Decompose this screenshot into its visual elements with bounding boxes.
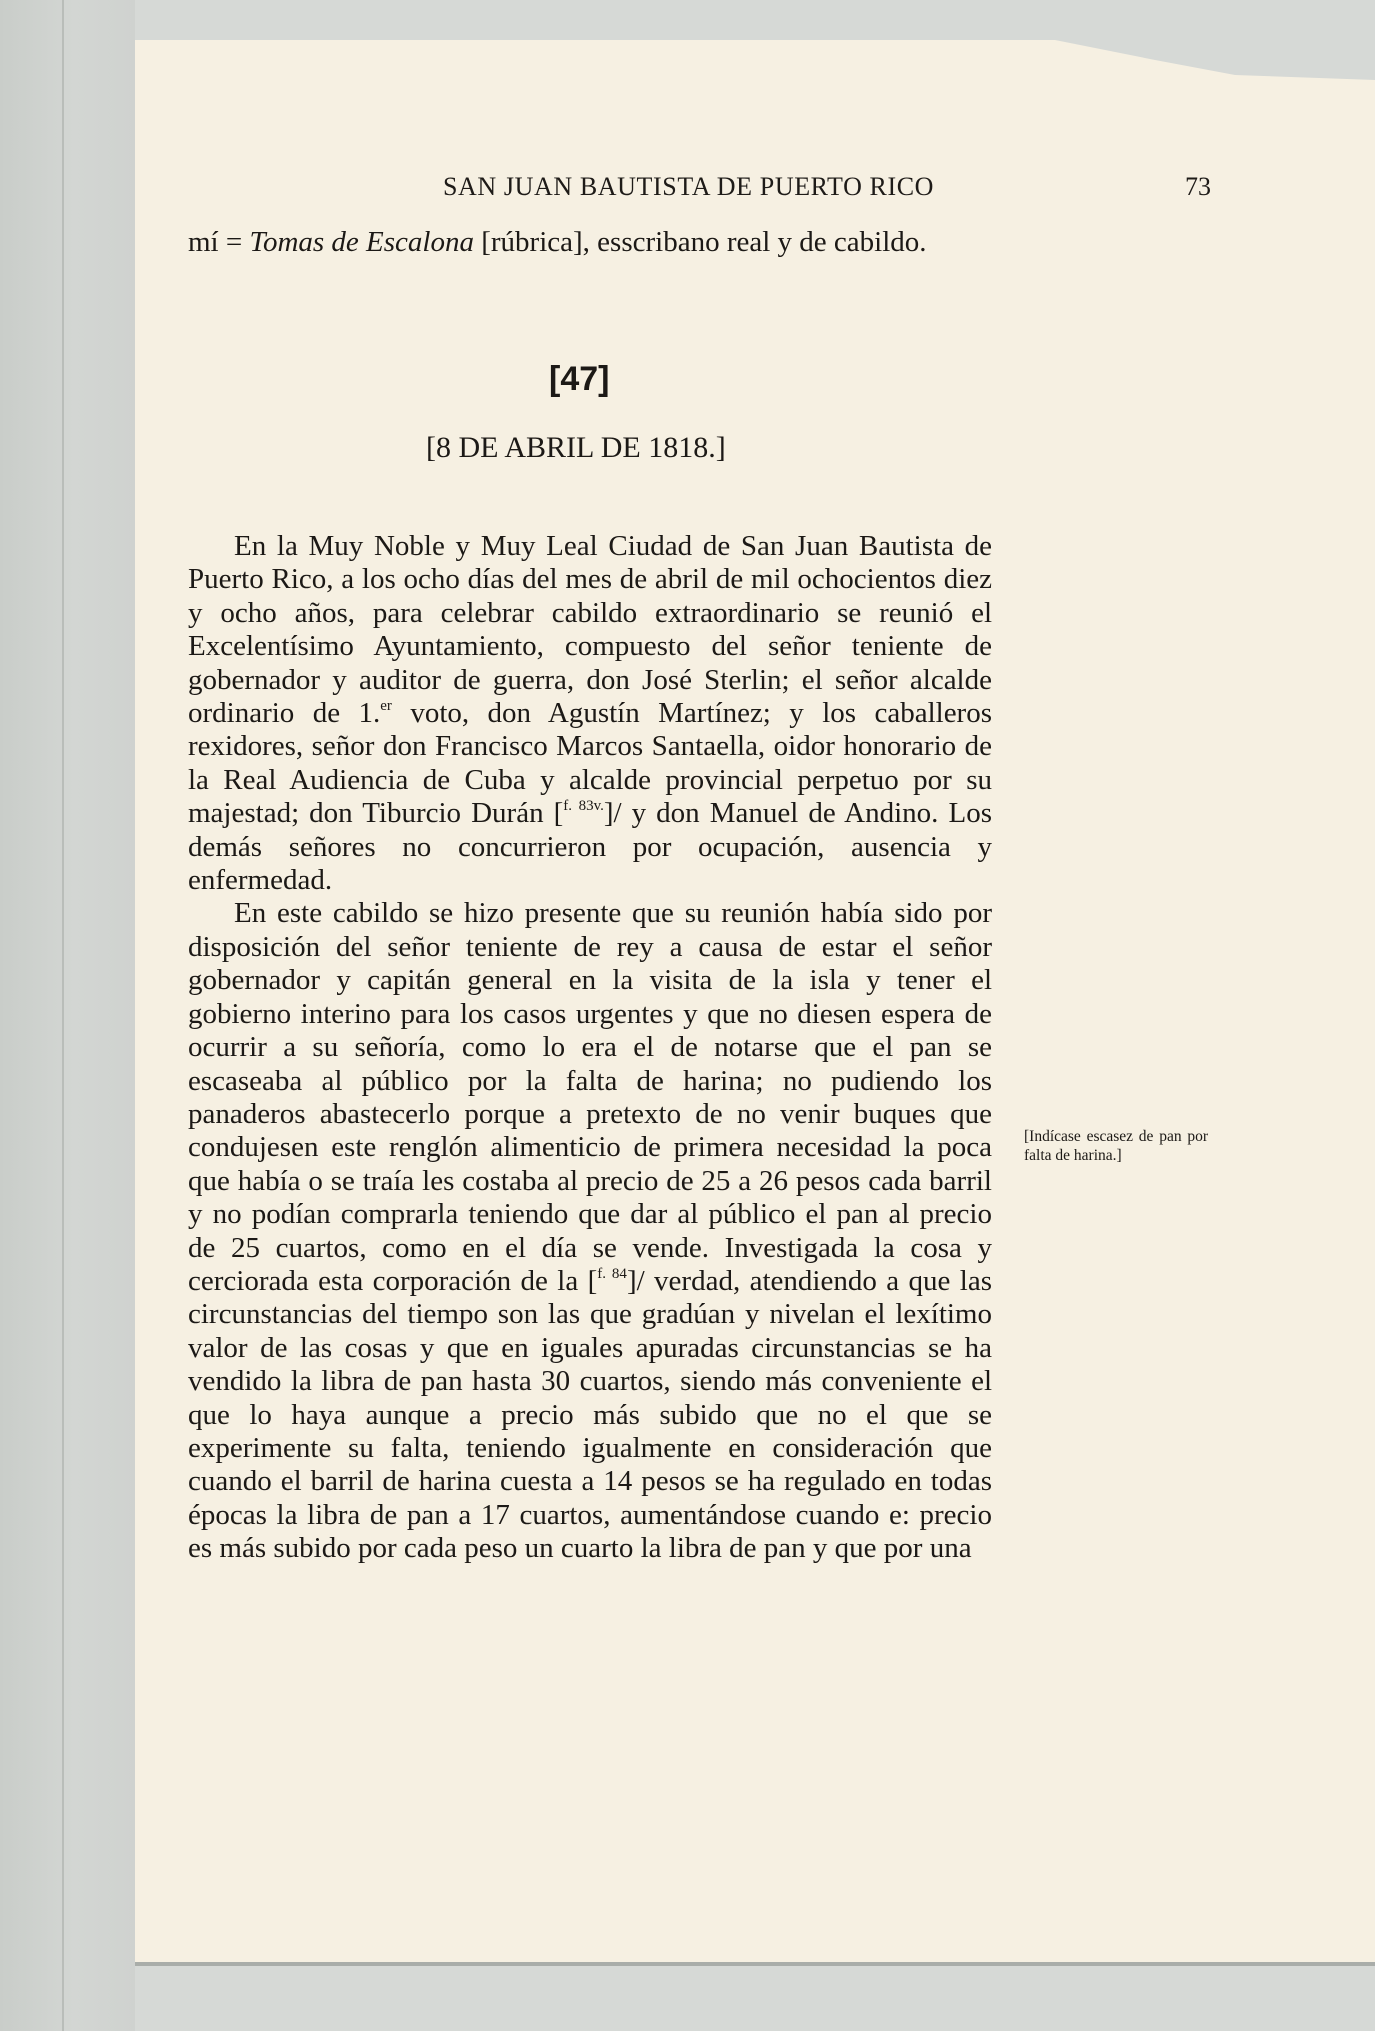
margin-note: [Indícase escasez de pan por falta de harina.] bbox=[1024, 1128, 1208, 1164]
opening-before: mí = bbox=[188, 226, 250, 258]
scan-edge-line bbox=[62, 0, 64, 2031]
paragraph-text: En este cabildo se hizo presente que su reunión había sido por disposición del señor teniente de rey a causa de estar el señor gobernador y capitán general en la visita de la isla y tener el gobierno interino para los casos urgentes y que no diesen espera de ocurrir a su señoría, como lo era el de notarse que el pan se escaseaba al público por la falta de harina; no pudiendo los panaderos abastecerlo porque a pretexto de no venir buques que condujesen este renglón alimenticio de primera necesidad la poca que había o se traía les costaba al precio de 25 a 26 pesos cada barril y no podían comprarla teniendo que dar al público el pan al precio de 25 cuartos, como en el día se vende. Investigada la cosa y cerciorada esta corporación de la [ bbox=[188, 897, 992, 1297]
paragraph-text: ]/ verdad, atendiendo a que las circunstancias del tiempo son las que gradúan y nivelan el lexítimo valor de las cosas y que en iguales apuradas circunstancias se ha vendido la libra de pan hasta 30 cuartos, siendo más conveniente el que lo haya aunque a precio más subido que no el que se experimente su falta, teniendo igualmente en consideración que cuando el barril de harina cuesta a 14 pesos se ha regulado en todas épocas la libra de pan a 17 cuartos, aumentándose cuando e: precio es más subido por cada peso un cuarto la libra de pan y que por una bbox=[188, 1264, 992, 1565]
opening-lines bbox=[188, 226, 992, 259]
paragraph-text: En la Muy Noble y Muy Leal Ciudad de San Juan Bautista de Puerto Rico, a los ocho días del mes de abril de mil ochocientos diez y ocho años, para celebrar cabildo extraordinario se reunió el Excelentísimo Ayuntamiento, compuesto del señor teniente de gobernador y auditor de guerra, don José Sterlin; el señor alcalde ordinario de 1. bbox=[188, 530, 992, 730]
paragraph-text: voto, don Agustín Martínez; y los caballeros rexidores, señor don Francisco Marcos Santaella, oidor honorario de la Real Audiencia de Cuba y alcalde provincial perpetuo por su majestad; don Tiburcio Durán [ bbox=[188, 697, 993, 830]
folio-reference: f. 83v. bbox=[563, 798, 604, 815]
document-date: [8 DE ABRIL DE 1818.] bbox=[426, 431, 726, 464]
opening-signer: Tomas de Escalona bbox=[249, 226, 474, 258]
paragraph bbox=[188, 530, 992, 897]
paragraph bbox=[188, 897, 992, 1565]
page-number: 73 bbox=[1185, 172, 1211, 201]
paragraph-text: ]/ y don Manuel de Andino. Los demás señores no concurrieron por ocupación, ausencia y enfermedad. bbox=[188, 797, 992, 897]
superscript-er: er bbox=[380, 698, 392, 715]
page-bottom-edge bbox=[135, 1962, 1375, 1966]
opening-after: [rúbrica], esscribano real y de cabildo. bbox=[473, 226, 927, 258]
running-head: SAN JUAN BAUTISTA DE PUERTO RICO bbox=[443, 172, 935, 201]
document-body bbox=[188, 530, 992, 1566]
document-number: [47] bbox=[549, 360, 610, 398]
scan-background-edge bbox=[0, 0, 135, 2031]
folio-reference: f. 84 bbox=[597, 1265, 627, 1282]
